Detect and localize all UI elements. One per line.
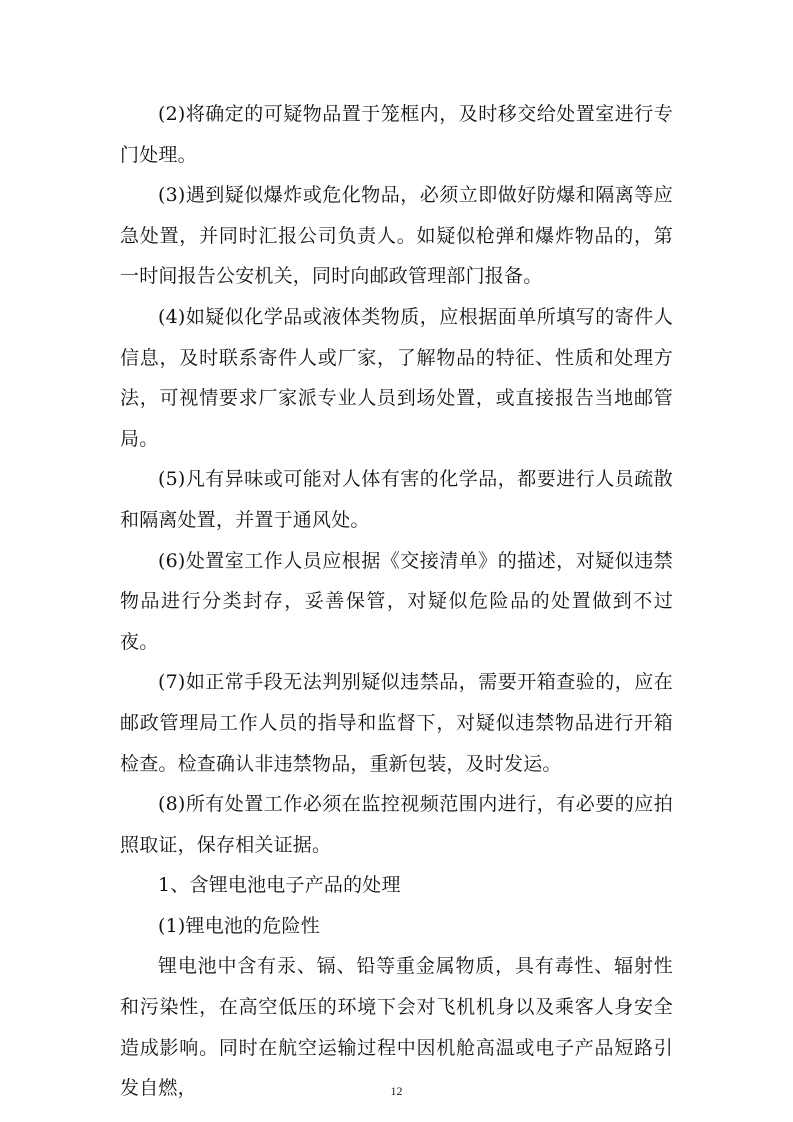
paragraph-item-5: (5)凡有异味或可能对人体有害的化学品，都要进行人员疏散和隔离处置，并置于通风处。	[120, 468, 673, 531]
paragraph-item-4: (4)如疑似化学品或液体类物质，应根据面单所填写的寄件人信息，及时联系寄件人或厂家，了解物品的特征、性质和处理方法，可视情要求厂家派专业人员到场处置，或直接报告当地邮管局。	[120, 305, 673, 450]
body-paragraph: 锂电池中含有汞、镉、铅等重金属物质，具有毒性、辐射性和污染性，在高空低压的环境下会对飞机机身以及乘客人身安全造成影响。同时在航空运输过程中因机舱高温或电子产品短路引发自燃，	[120, 955, 673, 1100]
paragraph-item-2: (2)将确定的可疑物品置于笼框内，及时移交给处置室进行专门处理。	[120, 103, 673, 166]
paragraph-item-6: (6)处置室工作人员应根据《交接清单》的描述，对疑似违禁物品进行分类封存，妥善保管，对疑似危险品的处置做到不过夜。	[120, 549, 673, 653]
paragraph-item-8: (8)所有处置工作必须在监控视频范围内进行，有必要的应拍照取证，保存相关证据。	[120, 793, 673, 856]
section-heading: 1、含锂电池电子产品的处理	[158, 874, 401, 897]
paragraph-item-7: (7)如正常手段无法判别疑似违禁品，需要开箱查验的，应在邮政管理局工作人员的指导和监督下，对疑似违禁物品进行开箱检查。检查确认非违禁物品，重新包装，及时发运。	[120, 671, 673, 775]
page-number: 12	[390, 1084, 403, 1098]
page-body	[120, 94, 673, 1109]
paragraph-item-3: (3)遇到疑似爆炸或危化物品，必须立即做好防爆和隔离等应急处置，并同时汇报公司负责人。如疑似枪弹和爆炸物品的，第一时间报告公安机关，同时向邮政管理部门报备。	[120, 184, 673, 288]
subsection-heading: (1)锂电池的危险性	[158, 914, 320, 937]
